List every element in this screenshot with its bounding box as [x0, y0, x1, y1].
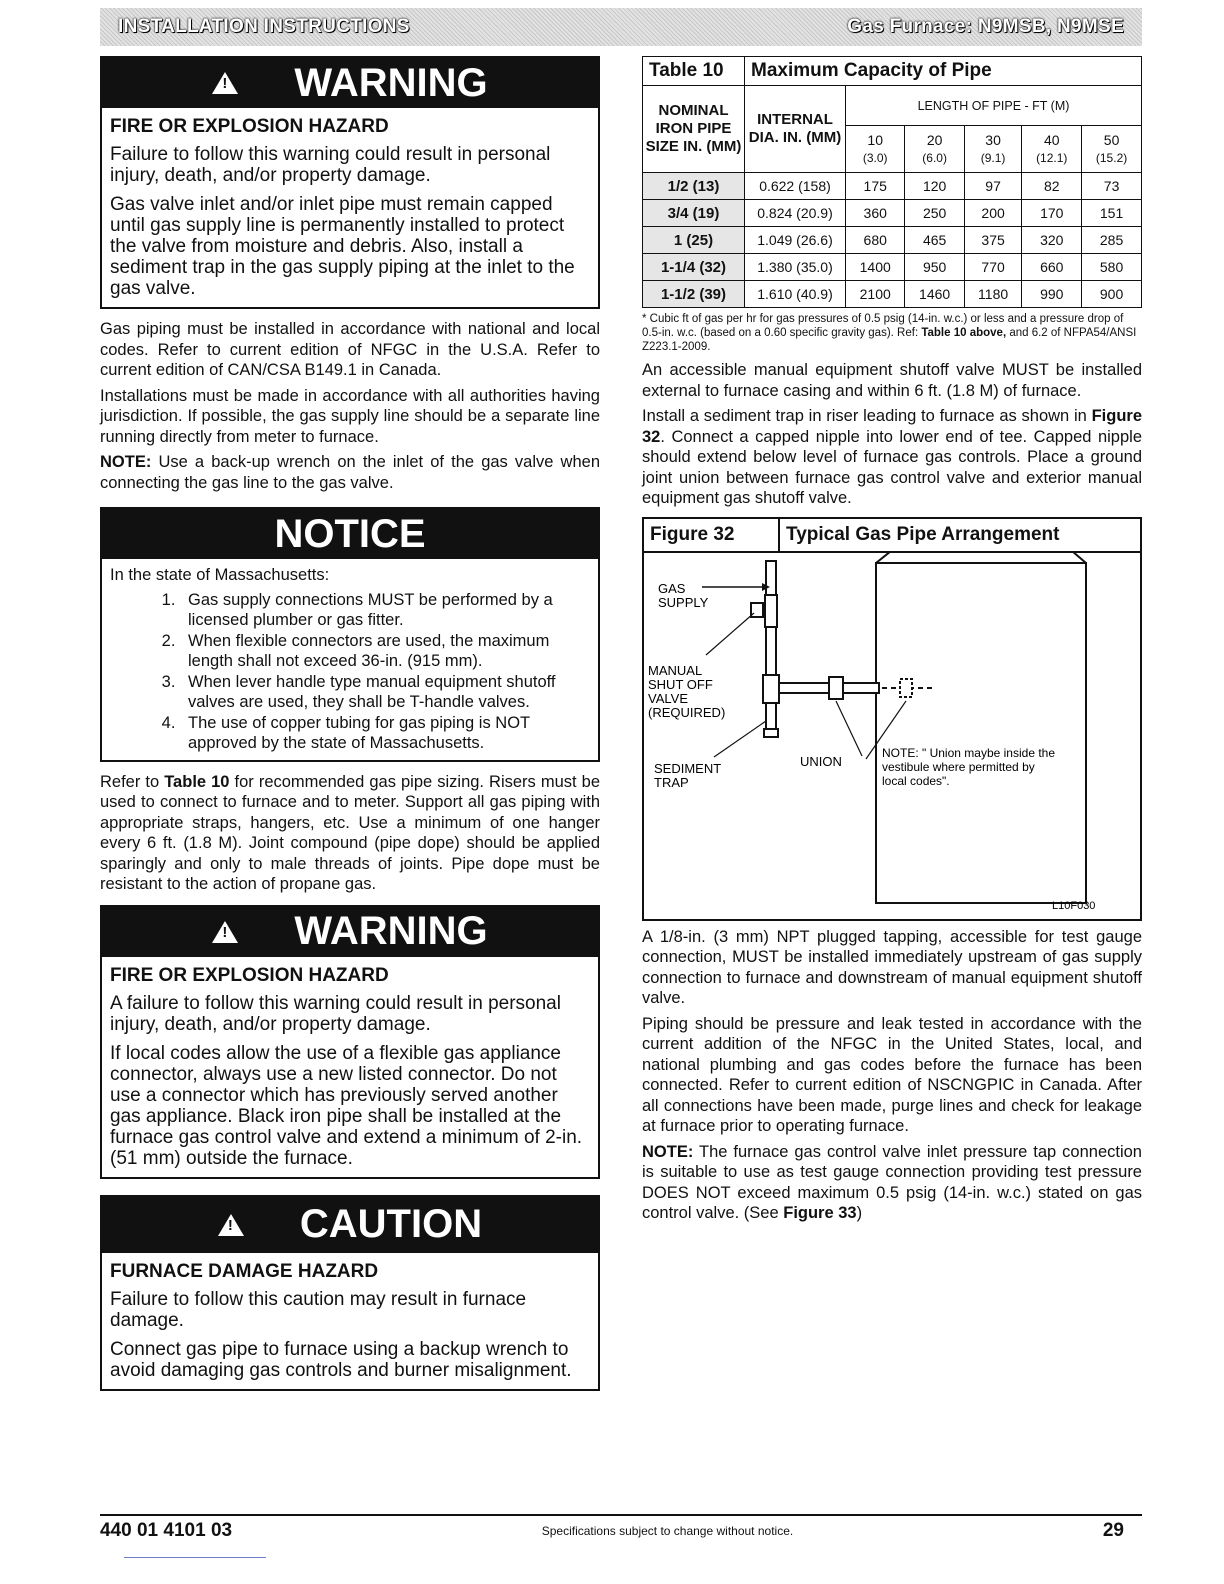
cell-value: 120 — [905, 173, 964, 200]
cell-size: 1 (25) — [643, 227, 745, 254]
col-header-nominal: NOMINAL IRON PIPE SIZE IN. (MM) — [643, 86, 745, 173]
page-footer — [100, 1520, 1142, 1542]
label-manual: MANUAL — [648, 662, 703, 678]
body-paragraph — [100, 772, 600, 895]
note-label: NOTE: — [100, 453, 152, 471]
cell-value: 170 — [1022, 200, 1082, 227]
warning-title: WARNING — [294, 60, 488, 105]
notice-body — [102, 559, 598, 760]
cell-value: 2100 — [846, 281, 905, 308]
warning-paragraph: A failure to follow this warning could result in personal injury, death, and/or property damage. — [110, 992, 561, 1035]
col-header-length: LENGTH OF PIPE - FT (M) — [846, 86, 1142, 126]
length-ft: 30 — [985, 131, 1001, 148]
notice-item: 4. The use of copper tubing for gas piping is NOT approved by the state of Massachusetts. — [180, 713, 590, 754]
cell-value: 680 — [846, 227, 905, 254]
length-cell — [964, 126, 1022, 173]
length-cell — [846, 126, 905, 173]
cell-value: 1460 — [905, 281, 964, 308]
figure-code: L10F030 — [1052, 899, 1096, 912]
table-footnote — [642, 312, 1142, 354]
text-run: . Connect a capped nipple into lower end of tee. Capped nipple should extend below level of furnace gas controls. Place a ground joint union between furnace gas control valve and exterior manual equipment gas shutoff valve. — [642, 427, 1142, 507]
cell-value: 200 — [964, 200, 1022, 227]
warning-paragraph: If local codes allow the use of a flexible gas appliance connector, always use a new listed connector. Do not use a connector which has previously served another gas appliance. Black iron pipe shall be installed at the furnace gas control valve and extend a minimum of 2-in. (51 mm) outside the furnace. — [110, 1042, 583, 1169]
note-line-1: NOTE: " Union maybe inside the — [882, 745, 1056, 760]
cell-value: 465 — [905, 227, 964, 254]
cell-value: 73 — [1082, 173, 1142, 200]
table-row — [643, 227, 1142, 254]
cell-value: 660 — [1022, 254, 1082, 281]
cell-value: 900 — [1082, 281, 1142, 308]
note-label: NOTE: — [642, 1142, 694, 1161]
right-column — [642, 56, 1142, 1229]
caution-paragraph: Connect gas pipe to furnace using a backup wrench to avoid damaging gas controls and burner misalignment. — [110, 1338, 572, 1381]
union-leader — [836, 701, 862, 756]
cell-dia: 0.824 (20.9) — [745, 200, 846, 227]
label-required: (REQUIRED) — [648, 704, 726, 720]
length-cell — [1082, 126, 1142, 173]
sediment-cap — [764, 729, 778, 737]
figure-title: Typical Gas Pipe Arrangement — [786, 523, 1060, 545]
shutoff-valve-handle — [751, 603, 763, 617]
label-gas: GAS — [658, 580, 686, 596]
cell-value: 950 — [905, 254, 964, 281]
header-section-title: INSTALLATION INSTRUCTIONS — [118, 16, 410, 37]
warning-box-2 — [100, 905, 600, 1179]
cell-value: 375 — [964, 227, 1022, 254]
cell-value: 285 — [1082, 227, 1142, 254]
caution-triangle-icon — [218, 1214, 244, 1236]
label-supply: SUPPLY — [658, 594, 709, 610]
cell-value: 360 — [846, 200, 905, 227]
union-fitting — [829, 677, 843, 699]
cell-dia: 1.049 (26.6) — [745, 227, 846, 254]
length-m: (9.1) — [980, 150, 1006, 165]
text-run: * Cubic ft of gas per hr for gas pressures of 0.5 psig (14-in. w.c.) or less and a pressure drop of 0.5-in. w.c. (based on a 0.60 specific gravity gas). Ref: — [642, 313, 1124, 339]
caution-paragraph: Failure to follow this caution may result in furnace damage. — [110, 1288, 527, 1331]
length-m: (15.2) — [1095, 150, 1128, 165]
cell-size: 1/2 (13) — [643, 173, 745, 200]
link-underline — [124, 1557, 266, 1558]
cell-value: 320 — [1022, 227, 1082, 254]
valve-leader — [706, 613, 754, 655]
notice-title: NOTICE — [274, 511, 426, 556]
table-title: Maximum Capacity of Pipe — [745, 57, 1142, 86]
hazard-heading: FIRE OR EXPLOSION HAZARD — [110, 964, 389, 986]
label-sediment: SEDIMENT — [654, 760, 722, 776]
body-paragraph: Gas piping must be installed in accordance with national and local codes. Refer to current edition of NFGC in the U.S.A. Refer to current edition of CAN/CSA B149.1 in Canada. — [100, 320, 600, 379]
header-product-title: Gas Furnace: N9MSB, N9MSE — [847, 16, 1124, 37]
cell-value: 770 — [964, 254, 1022, 281]
length-ft: 40 — [1043, 131, 1060, 148]
cell-value: 250 — [905, 200, 964, 227]
text-run: and 6.2 of NFPA54/ANSI Z223.1-2009. — [642, 327, 1137, 353]
cell-size: 1-1/4 (32) — [643, 254, 745, 281]
label-trap: TRAP — [654, 774, 689, 790]
warning-banner — [102, 58, 598, 108]
warning-triangle-icon — [212, 921, 238, 943]
trap-leader — [714, 721, 766, 757]
notice-intro: In the state of Massachusetts: — [110, 566, 330, 584]
length-cell — [1022, 126, 1082, 173]
capacity-table — [642, 56, 1142, 308]
note-text: Use a back-up wrench on the inlet of the gas valve when connecting the gas line to the gas valve. — [100, 453, 600, 492]
note-paragraph — [642, 1142, 1142, 1224]
gas-pipe-diagram — [644, 551, 1140, 917]
notice-list — [110, 590, 590, 754]
warning-paragraph: Failure to follow this warning could result in personal injury, death, and/or property damage. — [110, 144, 551, 186]
warning-triangle-icon — [212, 72, 238, 94]
table-header-row — [643, 86, 1142, 126]
hazard-heading: FIRE OR EXPLOSION HAZARD — [110, 116, 389, 137]
cell-size: 3/4 (19) — [643, 200, 745, 227]
text-run: ) — [856, 1204, 863, 1222]
text-run: Refer to — [100, 772, 165, 791]
body-paragraph: Piping should be pressure and leak tested in accordance with the current addition of the NFGC in the United States, local, and national plumbing and gas codes before the furnace has been connected. Refer to current edition of NSCNGPIC in Canada. After all connections have been made, purge lines and check for leakage at furnace prior to operating furnace. — [642, 1014, 1142, 1135]
page-header — [100, 8, 1142, 46]
notice-banner — [102, 509, 598, 559]
warning-body — [102, 108, 598, 307]
warning-banner — [102, 907, 598, 957]
cell-size: 1-1/2 (39) — [643, 281, 745, 308]
note-line-3: local codes". — [882, 773, 950, 788]
text-run: for recommended gas pipe sizing. Risers must be used to connect to furnace and to meter. Support all gas piping with appropriate straps, hangers, etc. Use a minimum of one hanger every 6 ft. (1.8 M). Joint compound (pipe dope) should be applied sparingly and only to male threads of joints. Pipe dope must be resistant to the action of propane gas. — [100, 772, 601, 893]
spec-notice: Specifications subject to change without notice. — [541, 1524, 794, 1538]
body-paragraph: Installations must be made in accordance with all authorities having jurisdiction. If possible, the gas supply line should be a separate line running directly from meter to furnace. — [100, 386, 600, 446]
furnace-outline — [876, 563, 1086, 903]
notice-item: 3. When lever handle type manual equipment shutoff valves are used, they shall be T-handle valves. — [180, 672, 590, 713]
notice-item: 1. Gas supply connections MUST be performed by a licensed plumber or gas fitter. — [180, 590, 590, 631]
notice-box — [100, 507, 600, 762]
length-cell — [905, 126, 964, 173]
table-reference: Table 10 above, — [921, 327, 1007, 339]
cell-value: 82 — [1022, 173, 1082, 200]
label-shutoff: SHUT OFF — [648, 676, 713, 692]
figure-reference: Figure 32 — [642, 407, 1142, 446]
table-row — [643, 281, 1142, 308]
cell-dia: 1.610 (40.9) — [745, 281, 846, 308]
furnace-top-left — [876, 551, 891, 563]
caution-title: CAUTION — [299, 1202, 483, 1246]
optional-union — [900, 679, 912, 697]
shutoff-valve-body — [765, 595, 777, 627]
footer-divider — [100, 1514, 1142, 1516]
label-union: UNION — [800, 753, 842, 769]
note-paragraph — [100, 452, 600, 493]
table-row — [643, 200, 1142, 227]
page-number: 29 — [1102, 1520, 1124, 1541]
part-number: 440 01 4101 03 — [100, 1520, 233, 1541]
length-ft: 10 — [867, 131, 883, 148]
cell-value: 1400 — [846, 254, 905, 281]
figure-header — [644, 519, 1140, 553]
pipe-tee — [763, 675, 779, 703]
length-m: (12.1) — [1036, 150, 1068, 165]
table-reference: Table 10 — [164, 772, 230, 791]
cell-dia: 1.380 (35.0) — [745, 254, 846, 281]
cell-value: 175 — [846, 173, 905, 200]
warning-body — [102, 957, 598, 1177]
left-column — [100, 56, 600, 1401]
figure-32 — [642, 517, 1142, 921]
warning-title: WARNING — [294, 909, 488, 953]
body-paragraph — [642, 406, 1142, 509]
note-line-2: vestibule where permitted by — [882, 759, 1035, 774]
hazard-heading: FURNACE DAMAGE HAZARD — [110, 1260, 379, 1282]
table-row — [643, 254, 1142, 281]
caution-body — [102, 1253, 598, 1389]
figure-reference: Figure 33 — [783, 1204, 857, 1222]
cell-value: 1180 — [964, 281, 1022, 308]
cell-dia: 0.622 (158) — [745, 173, 846, 200]
table-row — [643, 173, 1142, 200]
col-header-internal: INTERNAL DIA. IN. (MM) — [745, 86, 846, 173]
notice-item: 2. When flexible connectors are used, the maximum length shall not exceed 36-in. (915 mm). — [180, 631, 590, 672]
caution-box — [100, 1195, 600, 1391]
table-title-row — [643, 57, 1142, 86]
length-ft: 50 — [1103, 131, 1120, 148]
length-ft: 20 — [926, 131, 943, 148]
body-paragraph: A 1/8-in. (3 mm) NPT plugged tapping, accessible for test gauge connection, MUST be installed immediately upstream of gas supply connection to furnace and downstream of manual equipment shutoff valve. — [642, 927, 1142, 1007]
cell-value: 97 — [964, 173, 1022, 200]
cell-value: 151 — [1082, 200, 1142, 227]
length-m: (3.0) — [862, 150, 888, 165]
label-valve: VALVE — [648, 690, 688, 706]
text-run: The furnace gas control valve inlet pressure tap connection is suitable to use as test gauge connection providing test pressure DOES NOT exceed maximum 0.5 psig (14-in. w.c.) stated on gas control valve. (See — [642, 1142, 1142, 1222]
length-m: (6.0) — [922, 150, 947, 165]
warning-box-1 — [100, 56, 600, 309]
cell-value: 580 — [1082, 254, 1142, 281]
caution-banner — [102, 1197, 598, 1253]
body-paragraph: An accessible manual equipment shutoff valve MUST be installed external to furnace casing and within 6 ft. (1.8 M) of furnace. — [642, 361, 1142, 400]
table-label: Table 10 — [643, 57, 745, 86]
cell-value: 990 — [1022, 281, 1082, 308]
text-run: Install a sediment trap in riser leading to furnace as shown in — [642, 407, 1092, 425]
warning-paragraph: Gas valve inlet and/or inlet pipe must remain capped until gas supply line is permanently installed to protect the valve from moisture and debris. Also, install a sediment trap in the gas supply piping at the inlet to the gas valve. — [110, 194, 575, 299]
furnace-top-right — [1072, 551, 1086, 563]
figure-label: Figure 32 — [644, 519, 780, 551]
